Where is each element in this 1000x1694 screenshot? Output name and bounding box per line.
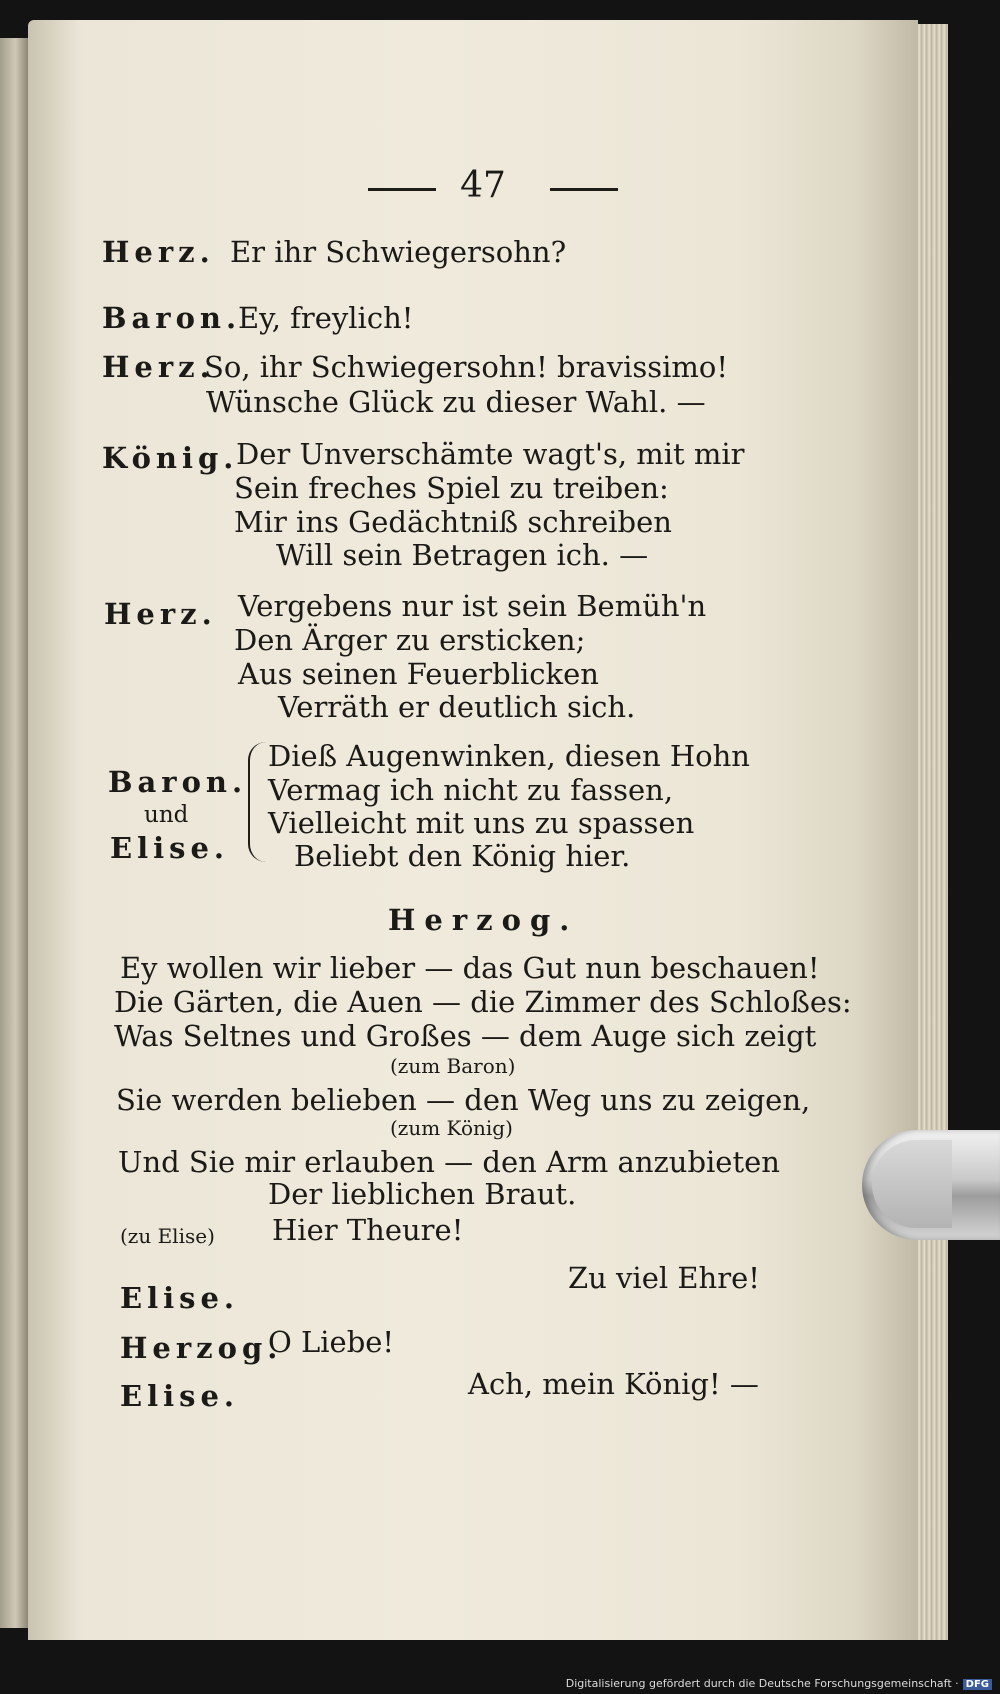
- verse-line: Wünsche Glück zu dieser Wahl. —: [206, 385, 706, 419]
- verse-line: Mir ins Gedächtniß schreiben: [234, 505, 672, 539]
- footer-text: Digitalisierung gefördert durch die Deutsche Forschungsgemeinschaft ·: [565, 1677, 959, 1690]
- previous-page-edge: [0, 38, 28, 1628]
- header-rule-right: [550, 188, 618, 191]
- speaker-konig: König.: [102, 441, 239, 475]
- verse-line: Der lieblichen Braut.: [268, 1177, 577, 1211]
- page-stack-edges: [918, 24, 948, 1640]
- verse-line: Dieß Augenwinken, diesen Hohn: [268, 739, 750, 773]
- stage-direction: (zum Baron): [390, 1054, 516, 1078]
- verse-line: Und Sie mir erlauben — den Arm anzubieten: [118, 1145, 780, 1179]
- verse-line: Ach, mein König! —: [468, 1367, 759, 1401]
- speaker-baron: Baron.: [102, 301, 242, 335]
- page-clip: [862, 1130, 1000, 1240]
- page-number: 47: [460, 165, 506, 206]
- speaker-baron: Baron.: [108, 765, 248, 799]
- speaker-und: und: [144, 802, 189, 828]
- page-header: [338, 165, 628, 215]
- stage-direction: (zum König): [390, 1116, 513, 1140]
- speaker-herz: Herz.: [104, 597, 217, 631]
- dfg-logo: DFG: [963, 1679, 992, 1690]
- page-clip-inner: [872, 1140, 952, 1228]
- verse-line: Was Seltnes und Großes — dem Auge sich zeigt: [114, 1019, 817, 1053]
- speaker-herzog: Herzog.: [120, 1331, 283, 1365]
- verse-line: Zu viel Ehre!: [568, 1261, 760, 1295]
- verse-line: Vermag ich nicht zu fassen,: [268, 773, 674, 807]
- verse-line: Die Gärten, die Auen — die Zimmer des Schloßes:: [114, 985, 852, 1019]
- verse-line: So, ihr Schwiegersohn! bravissimo!: [204, 350, 729, 384]
- speaker-elise: Elise.: [110, 831, 230, 865]
- speaker-elise: Elise.: [120, 1379, 240, 1413]
- speaker-elise: Elise.: [120, 1281, 240, 1315]
- verse-line: Ey, freylich!: [238, 301, 414, 335]
- verse-line: Aus seinen Feuerblicken: [238, 657, 599, 691]
- verse-line: Er ihr Schwiegersohn?: [230, 235, 567, 269]
- stage-direction: (zu Elise): [120, 1224, 215, 1248]
- speaker-herz: Herz.: [102, 235, 215, 269]
- page-content: [28, 20, 918, 1640]
- speaker-herz: Herz.: [102, 350, 215, 384]
- verse-line: Sie werden belieben — den Weg uns zu zeigen,: [116, 1083, 811, 1117]
- verse-line: Hier Theure!: [272, 1213, 464, 1247]
- verse-line: Beliebt den König hier.: [294, 839, 631, 873]
- verse-line: O Liebe!: [268, 1325, 395, 1359]
- verse-line: Ey wollen wir lieber — das Gut nun beschauen!: [120, 951, 820, 985]
- verse-line: Verräth er deutlich sich.: [278, 690, 636, 724]
- verse-line: Vielleicht mit uns zu spassen: [268, 806, 695, 840]
- duet-brace: [248, 742, 268, 862]
- speaker-heading-herzog: Herzog.: [388, 903, 579, 937]
- verse-line: Sein freches Spiel zu treiben:: [234, 471, 669, 505]
- verse-line: Der Unverschämte wagt's, mit mir: [236, 437, 745, 471]
- verse-line: Vergebens nur ist sein Bemüh'n: [238, 589, 707, 623]
- verse-line: Den Ärger zu ersticken;: [234, 623, 586, 657]
- verse-line: Will sein Betragen ich. —: [276, 538, 649, 572]
- book-page: [28, 20, 918, 1640]
- digitization-footer: [566, 1677, 992, 1690]
